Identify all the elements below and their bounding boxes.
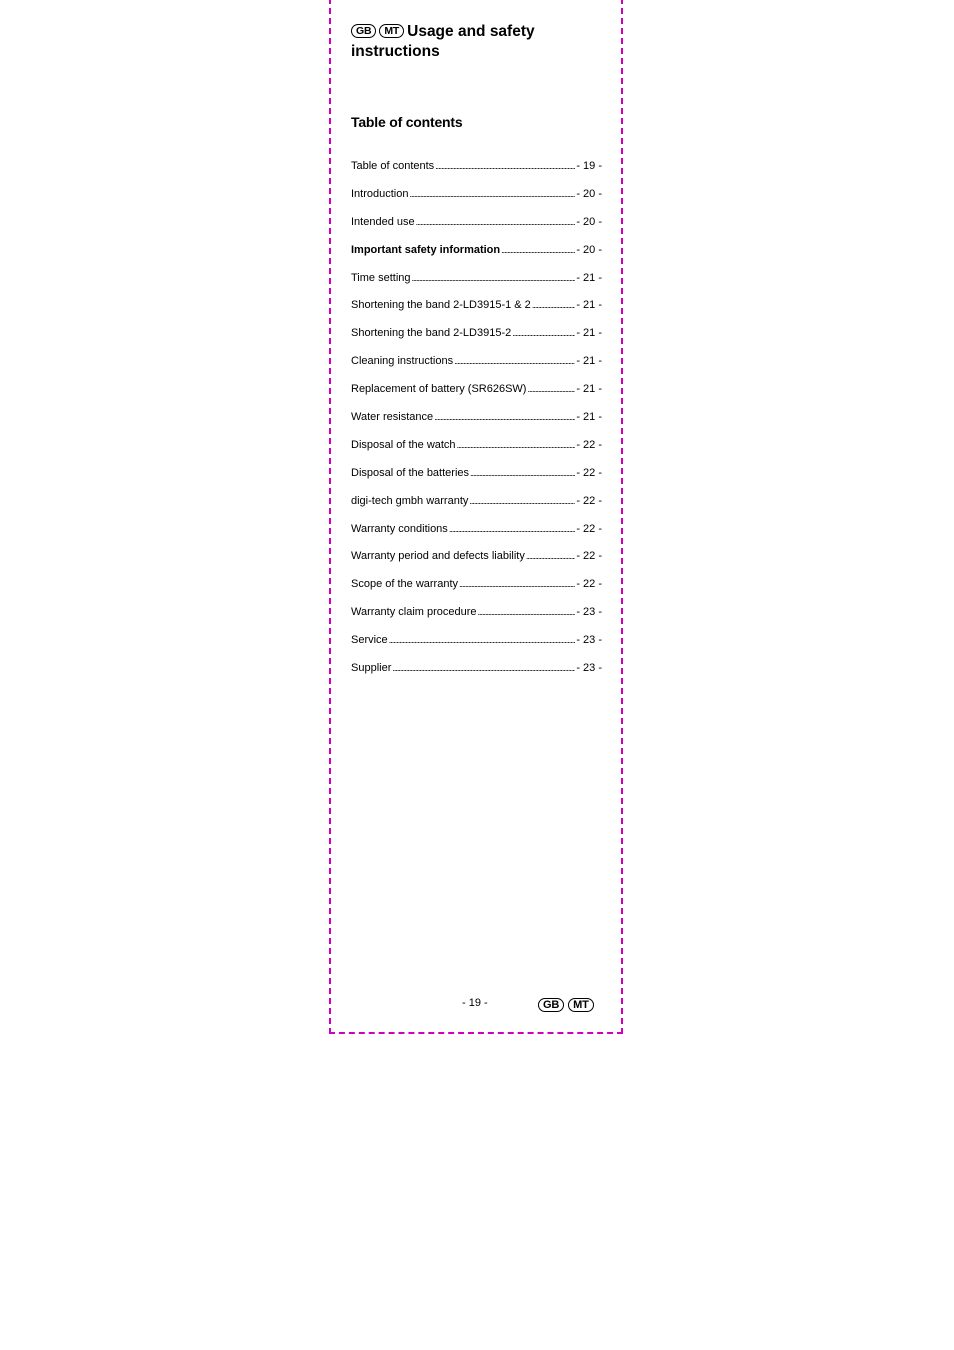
toc-leader-dots — [435, 161, 575, 171]
toc-heading: Table of contents — [351, 114, 463, 130]
toc-leader-dots — [532, 300, 576, 310]
document-title — [351, 22, 601, 62]
toc-entry[interactable] — [351, 188, 602, 216]
toc-leader-dots — [412, 273, 576, 283]
toc-entry[interactable] — [351, 160, 602, 188]
toc-entry-page: - 21 - — [576, 327, 602, 340]
toc-entry-label: Scope of the warranty — [351, 578, 459, 591]
page-title: Usage and safety instructions — [351, 23, 535, 60]
toc-leader-dots — [457, 440, 576, 450]
language-badge-mt: MT — [379, 24, 404, 38]
toc-entry-label: Intended use — [351, 215, 415, 228]
footer-language-badges — [538, 998, 598, 1012]
toc-leader-dots — [416, 217, 576, 227]
toc-entry-label: Replacement of battery (SR626SW) — [351, 383, 527, 396]
toc-leader-dots — [459, 579, 575, 589]
toc-leader-dots — [527, 384, 575, 394]
table-of-contents — [351, 160, 602, 690]
toc-entry-page: - 21 - — [576, 299, 602, 312]
toc-entry-label: Disposal of the batteries — [351, 466, 470, 479]
toc-entry-label: Time setting — [351, 271, 411, 284]
toc-entry[interactable] — [351, 550, 602, 578]
toc-entry-label: Introduction — [351, 187, 409, 200]
toc-entry[interactable] — [351, 523, 602, 551]
toc-entry-label: Supplier — [351, 662, 392, 675]
toc-entry-page: - 19 - — [576, 160, 602, 172]
toc-entry-label: Shortening the band 2-LD3915-2 — [351, 327, 512, 340]
toc-entry-page: - 21 - — [576, 383, 602, 396]
toc-leader-dots — [389, 635, 576, 645]
footer-badge-mt: MT — [568, 998, 593, 1012]
toc-entry-page: - 22 - — [576, 438, 602, 451]
footer-badge-gb: GB — [538, 998, 564, 1012]
toc-entry[interactable] — [351, 244, 602, 272]
toc-leader-dots — [526, 551, 575, 561]
toc-entry-page: - 22 - — [576, 578, 602, 591]
toc-leader-dots — [449, 524, 576, 534]
toc-entry[interactable] — [351, 299, 602, 327]
toc-entry[interactable] — [351, 216, 602, 244]
toc-entry-label: Table of contents — [351, 160, 435, 172]
toc-entry-label: Warranty conditions — [351, 522, 448, 535]
toc-leader-dots — [512, 328, 575, 338]
language-badge-gb: GB — [351, 24, 376, 38]
toc-leader-dots — [392, 663, 575, 673]
toc-leader-dots — [454, 356, 575, 366]
toc-entry[interactable] — [351, 411, 602, 439]
toc-entry-page: - 22 - — [576, 466, 602, 479]
toc-entry-page: - 22 - — [576, 494, 602, 507]
toc-entry[interactable] — [351, 383, 602, 411]
toc-entry[interactable] — [351, 662, 602, 690]
toc-entry-page: - 20 - — [576, 187, 602, 200]
toc-entry-page: - 22 - — [576, 550, 602, 563]
toc-entry-page: - 21 - — [576, 271, 602, 284]
toc-leader-dots — [469, 496, 575, 506]
toc-entry-label: Cleaning instructions — [351, 355, 454, 368]
toc-entry-label: Disposal of the watch — [351, 438, 456, 451]
toc-leader-dots — [501, 245, 575, 255]
toc-entry[interactable] — [351, 327, 602, 355]
toc-entry-page: - 23 - — [576, 662, 602, 675]
toc-entry-label: Warranty period and defects liability — [351, 550, 525, 563]
toc-entry-label: Warranty claim procedure — [351, 606, 477, 619]
toc-entry-page: - 21 - — [576, 355, 602, 368]
toc-entry-page: - 23 - — [576, 634, 602, 647]
toc-entry-page: - 22 - — [576, 522, 602, 535]
toc-entry-page: - 20 - — [576, 215, 602, 228]
toc-entry-label: Shortening the band 2-LD3915-1 & 2 — [351, 299, 531, 312]
toc-leader-dots — [470, 468, 575, 478]
toc-leader-dots — [409, 189, 575, 199]
toc-entry-label: Important safety information — [351, 243, 501, 256]
toc-entry[interactable] — [351, 606, 602, 634]
toc-leader-dots — [434, 412, 575, 422]
toc-entry-page: - 21 - — [576, 411, 602, 424]
toc-entry-page: - 20 - — [576, 243, 602, 256]
toc-entry[interactable] — [351, 355, 602, 383]
toc-entry-label: Water resistance — [351, 411, 434, 424]
toc-entry[interactable] — [351, 495, 602, 523]
toc-entry[interactable] — [351, 578, 602, 606]
toc-entry[interactable] — [351, 439, 602, 467]
toc-leader-dots — [478, 607, 576, 617]
toc-entry-label: Service — [351, 634, 388, 647]
toc-entry[interactable] — [351, 272, 602, 300]
footer-page-number: - 19 - — [462, 997, 488, 1009]
toc-entry[interactable] — [351, 634, 602, 662]
toc-entry[interactable] — [351, 467, 602, 495]
toc-entry-page: - 23 - — [576, 606, 602, 619]
toc-entry-label: digi-tech gmbh warranty — [351, 494, 469, 507]
